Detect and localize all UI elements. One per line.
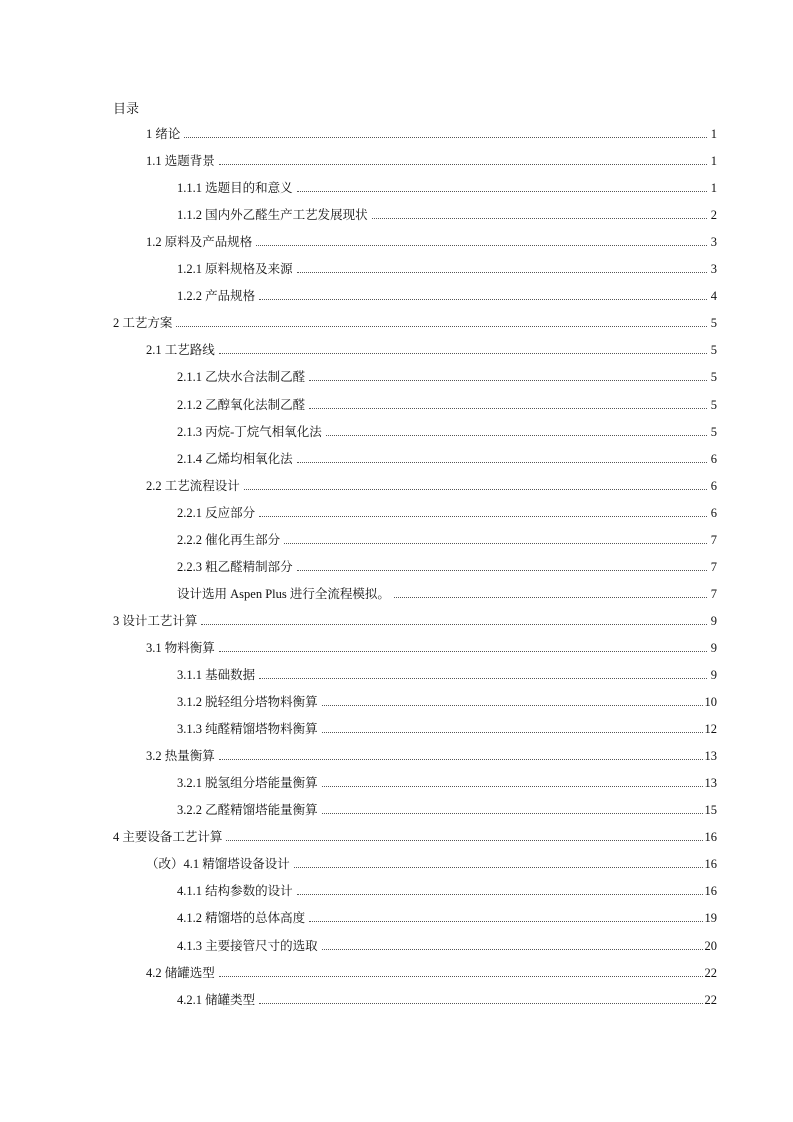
toc-entry-label: 1.1.1 选题目的和意义 xyxy=(177,181,293,196)
toc-leader-dots xyxy=(219,976,703,977)
toc-entry-label: 3 设计工艺计算 xyxy=(113,613,198,628)
toc-entry-label: 设计选用 Aspen Plus 进行全流程模拟。 xyxy=(177,586,390,601)
toc-entry-label: 1 绪论 xyxy=(146,127,181,141)
toc-entry-label: 4.2.1 储罐类型 xyxy=(177,992,256,1007)
toc-leader-dots xyxy=(394,597,707,598)
toc-entry[interactable] xyxy=(177,396,717,414)
toc-entry[interactable] xyxy=(146,152,717,170)
toc-entry-page: 13 xyxy=(704,749,717,764)
toc-entry[interactable] xyxy=(113,314,717,332)
toc-entry-label: 2.2.2 催化再生部分 xyxy=(177,532,281,547)
toc-entry[interactable] xyxy=(177,260,717,278)
toc-entry[interactable] xyxy=(113,828,717,846)
toc-leader-dots xyxy=(294,867,703,868)
toc-entry-label: 2.1.4 乙烯均相氧化法 xyxy=(177,451,293,466)
toc-entry[interactable] xyxy=(177,179,717,197)
toc-leader-dots xyxy=(297,570,707,571)
toc-heading: 目录 xyxy=(113,101,140,116)
toc-entry-page: 1 xyxy=(710,127,717,141)
toc-leader-dots xyxy=(322,705,703,706)
toc-entry-page: 6 xyxy=(710,451,717,466)
toc-leader-dots xyxy=(259,299,707,300)
toc-entry-label: 4.2 储罐选型 xyxy=(146,965,215,980)
toc-leader-dots xyxy=(297,894,703,895)
toc-leader-dots xyxy=(309,921,702,922)
toc-entry-page: 7 xyxy=(710,586,717,601)
toc-entry-label: 3.2.1 脱氢组分塔能量衡算 xyxy=(177,776,318,791)
toc-entry-label: 1.2 原料及产品规格 xyxy=(146,235,253,250)
toc-entry[interactable] xyxy=(177,368,717,386)
toc-entry-label: 3.1.2 脱轻组分塔物料衡算 xyxy=(177,695,318,710)
toc-entry-label: 2.1.3 丙烷-丁烷气相氧化法 xyxy=(177,424,322,439)
toc-entry-page: 16 xyxy=(704,857,717,872)
toc-leader-dots xyxy=(309,408,707,409)
toc-entry[interactable] xyxy=(146,233,717,251)
toc-leader-dots xyxy=(219,164,707,165)
toc-entry[interactable] xyxy=(113,612,717,630)
toc-leader-dots xyxy=(309,380,707,381)
toc-entry-page: 10 xyxy=(704,695,717,710)
toc-entry[interactable] xyxy=(177,720,717,738)
toc-entry-page: 6 xyxy=(710,478,717,493)
toc-entry[interactable] xyxy=(177,991,717,1009)
toc-leader-dots xyxy=(219,651,707,652)
toc-entry-page: 13 xyxy=(704,776,717,791)
toc-entry[interactable] xyxy=(177,693,717,711)
toc-leader-dots xyxy=(297,191,707,192)
toc-leader-dots xyxy=(297,462,707,463)
toc-entry[interactable] xyxy=(177,937,717,955)
toc-entry-page: 22 xyxy=(704,992,717,1007)
toc-entry-label: （改）4.1 精馏塔设备设计 xyxy=(146,857,290,872)
toc-entry-label: 1.2.1 原料规格及来源 xyxy=(177,262,293,277)
toc-entry[interactable] xyxy=(146,477,717,495)
toc-leader-dots xyxy=(322,949,703,950)
toc-entry[interactable] xyxy=(177,666,717,684)
toc-leader-dots xyxy=(226,840,702,841)
toc-entry-page: 3 xyxy=(710,235,717,250)
toc-entry-label: 3.1 物料衡算 xyxy=(146,640,215,655)
toc-entry-page: 16 xyxy=(704,884,717,899)
toc-entry-page: 3 xyxy=(710,262,717,277)
toc-entry[interactable] xyxy=(177,531,717,549)
toc-entry-label: 2.2.3 粗乙醛精制部分 xyxy=(177,559,293,574)
toc-leader-dots xyxy=(259,516,707,517)
toc-leader-dots xyxy=(322,813,703,814)
toc-entry[interactable] xyxy=(146,855,717,873)
toc-entry[interactable] xyxy=(177,423,717,441)
toc-entry-page: 9 xyxy=(710,640,717,655)
toc-leader-dots xyxy=(284,543,707,544)
toc-entry[interactable] xyxy=(146,747,717,765)
toc-entry-label: 4.1.1 结构参数的设计 xyxy=(177,884,293,899)
toc-entry-label: 2.2.1 反应部分 xyxy=(177,505,256,520)
toc-entry[interactable] xyxy=(146,964,717,982)
toc-leader-dots xyxy=(219,759,703,760)
toc-entry-page: 2 xyxy=(710,208,717,223)
toc-entry-label: 1.1.2 国内外乙醛生产工艺发展现状 xyxy=(177,208,368,223)
toc-entry-page: 5 xyxy=(710,316,717,331)
toc-entry-page: 5 xyxy=(710,397,717,412)
toc-entry-page: 16 xyxy=(704,830,717,845)
toc-entry-page: 6 xyxy=(710,505,717,520)
toc-leader-dots xyxy=(372,218,707,219)
toc-entry-label: 2.1 工艺路线 xyxy=(146,343,215,358)
toc-leader-dots xyxy=(326,435,707,436)
toc-entry-page: 12 xyxy=(704,722,717,737)
toc-leader-dots xyxy=(184,137,707,138)
toc-entry-label: 2 工艺方案 xyxy=(113,316,173,331)
toc-leader-dots xyxy=(259,1003,702,1004)
toc-leader-dots xyxy=(322,786,703,787)
toc-entry[interactable] xyxy=(177,909,717,927)
toc-entry-label: 3.2 热量衡算 xyxy=(146,749,215,764)
toc-entry-label: 2.1.1 乙炔水合法制乙醛 xyxy=(177,370,306,385)
toc-entry-page: 20 xyxy=(704,938,717,953)
toc-entry-label: 4.1.2 精馏塔的总体高度 xyxy=(177,911,306,926)
toc-entry-label: 3.1.3 纯醛精馏塔物料衡算 xyxy=(177,722,318,737)
toc-entry-label: 3.1.1 基础数据 xyxy=(177,668,256,682)
toc-entry[interactable] xyxy=(177,585,717,603)
toc-entry-label: 4.1.3 主要接管尺寸的选取 xyxy=(177,938,318,953)
toc-entry-page: 7 xyxy=(710,532,717,547)
toc-entry-label: 3.2.2 乙醛精馏塔能量衡算 xyxy=(177,803,318,818)
toc-entry[interactable] xyxy=(177,504,717,522)
toc-entry-page: 5 xyxy=(710,343,717,358)
toc-entry-page: 9 xyxy=(710,668,717,682)
toc-entry-page: 5 xyxy=(710,370,717,385)
toc-entry-page: 15 xyxy=(704,803,717,818)
toc-leader-dots xyxy=(219,353,707,354)
toc-leader-dots xyxy=(297,272,707,273)
toc-entry-page: 1 xyxy=(710,181,717,196)
toc-entry-page: 1 xyxy=(710,154,717,169)
toc-leader-dots xyxy=(259,678,707,679)
toc-entry-label: 2.1.2 乙醇氧化法制乙醛 xyxy=(177,397,306,412)
toc-leader-dots xyxy=(176,326,707,327)
toc-entry[interactable] xyxy=(177,450,717,468)
toc-entry[interactable] xyxy=(177,882,717,900)
toc-entry[interactable] xyxy=(177,801,717,819)
toc-leader-dots xyxy=(201,624,707,625)
toc-entry-page: 7 xyxy=(710,559,717,574)
toc-entry[interactable] xyxy=(177,774,717,792)
toc-entry-page: 19 xyxy=(704,911,717,926)
toc-entry-label: 1.2.2 产品规格 xyxy=(177,289,256,304)
toc-entry[interactable] xyxy=(146,125,717,143)
toc-entry[interactable] xyxy=(146,639,717,657)
toc-entry[interactable] xyxy=(177,206,717,224)
toc-entry-page: 5 xyxy=(710,424,717,439)
toc-entry-label: 4 主要设备工艺计算 xyxy=(113,830,223,845)
toc-entry-page: 22 xyxy=(704,965,717,980)
toc-leader-dots xyxy=(244,489,707,490)
toc-entry[interactable] xyxy=(146,341,717,359)
toc-entry[interactable] xyxy=(177,558,717,576)
toc-leader-dots xyxy=(256,245,707,246)
toc-entry-page: 4 xyxy=(710,289,717,304)
toc-leader-dots xyxy=(322,732,703,733)
toc-entry-label: 1.1 选题背景 xyxy=(146,154,215,169)
toc-entry-page: 9 xyxy=(710,613,717,628)
toc-entry-label: 2.2 工艺流程设计 xyxy=(146,478,240,493)
toc-entry[interactable] xyxy=(177,287,717,305)
